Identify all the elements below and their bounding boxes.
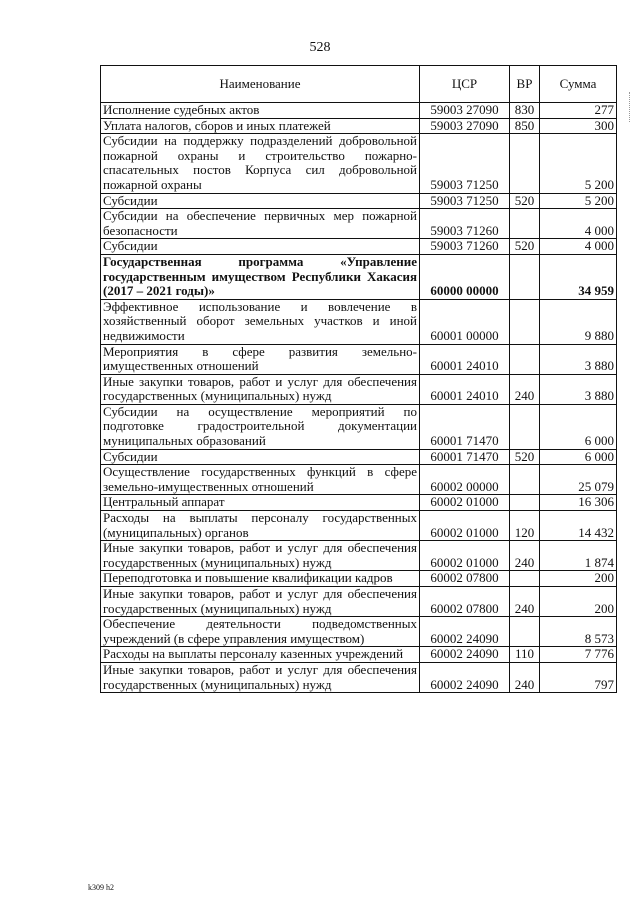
cell-sum: 6 000 xyxy=(540,449,617,465)
budget-table xyxy=(100,65,617,693)
cell-csr: 60002 01000 xyxy=(420,541,510,571)
table-row xyxy=(101,662,617,692)
cell-name: Иные закупки товаров, работ и услуг для обеспечения государственных (муниципальных) нужд xyxy=(101,587,420,617)
cell-name: Государственная программа «Управление государственным имуществом Республики Хакасия (2017 – 2021 годы)» xyxy=(101,254,420,299)
header-sum: Сумма xyxy=(540,66,617,103)
cell-csr: 60002 07800 xyxy=(420,571,510,587)
cell-csr: 59003 71260 xyxy=(420,239,510,255)
cell-csr: 60002 24090 xyxy=(420,647,510,663)
table-row xyxy=(101,617,617,647)
cell-sum: 4 000 xyxy=(540,239,617,255)
cell-vr: 850 xyxy=(510,118,540,134)
table-row xyxy=(101,134,617,193)
cell-csr: 60002 00000 xyxy=(420,465,510,495)
cell-name: Субсидии на осуществление мероприятий по подготовке градостроительной документации муниципальных образований xyxy=(101,404,420,449)
table-row xyxy=(101,209,617,239)
cell-name: Расходы на выплаты персоналу казенных учреждений xyxy=(101,647,420,663)
cell-name: Исполнение судебных актов xyxy=(101,103,420,119)
table-row xyxy=(101,647,617,663)
cell-sum: 797 xyxy=(540,662,617,692)
cell-name: Осуществление государственных функций в сфере земельно-имущественных отношений xyxy=(101,465,420,495)
cell-name: Субсидии на поддержку подразделений добровольной пожарной охраны и строительство пожарно-спасательных постов Корпуса сил добровольной пожарной охраны xyxy=(101,134,420,193)
cell-vr: 120 xyxy=(510,511,540,541)
cell-vr: 520 xyxy=(510,239,540,255)
cell-csr: 60001 71470 xyxy=(420,449,510,465)
cell-name: Мероприятия в сфере развития земельно-имущественных отношений xyxy=(101,344,420,374)
cell-name: Субсидии на обеспечение первичных мер пожарной безопасности xyxy=(101,209,420,239)
cell-sum: 9 880 xyxy=(540,299,617,344)
cell-sum: 200 xyxy=(540,587,617,617)
cell-sum: 3 880 xyxy=(540,344,617,374)
cell-name: Центральный аппарат xyxy=(101,495,420,511)
cell-csr: 59003 27090 xyxy=(420,103,510,119)
header-csr: ЦСР xyxy=(420,66,510,103)
cell-vr: 240 xyxy=(510,587,540,617)
footer-code: k309 h2 xyxy=(88,883,114,892)
cell-csr: 60002 24090 xyxy=(420,617,510,647)
cell-sum: 277 xyxy=(540,103,617,119)
table-body xyxy=(101,103,617,693)
cell-sum: 300 xyxy=(540,118,617,134)
cell-name: Расходы на выплаты персоналу государственных (муниципальных) органов xyxy=(101,511,420,541)
cell-sum: 16 306 xyxy=(540,495,617,511)
cell-csr: 60002 01000 xyxy=(420,495,510,511)
cell-csr: 59003 71260 xyxy=(420,209,510,239)
page-number: 528 xyxy=(309,40,331,55)
table-row xyxy=(101,495,617,511)
cell-csr: 60002 07800 xyxy=(420,587,510,617)
cell-name: Субсидии xyxy=(101,193,420,209)
cell-name: Переподготовка и повышение квалификации кадров xyxy=(101,571,420,587)
cell-vr: 520 xyxy=(510,449,540,465)
table-row xyxy=(101,374,617,404)
cell-sum: 200 xyxy=(540,571,617,587)
header-name: Наименование xyxy=(101,66,420,103)
cell-vr xyxy=(510,299,540,344)
cell-sum: 14 432 xyxy=(540,511,617,541)
cell-csr: 60001 00000 xyxy=(420,299,510,344)
cell-sum: 7 776 xyxy=(540,647,617,663)
cell-vr xyxy=(510,254,540,299)
cell-name: Уплата налогов, сборов и иных платежей xyxy=(101,118,420,134)
cell-vr xyxy=(510,344,540,374)
table-row xyxy=(101,511,617,541)
cell-sum: 25 079 xyxy=(540,465,617,495)
cell-csr: 60002 24090 xyxy=(420,662,510,692)
cell-sum: 3 880 xyxy=(540,374,617,404)
cell-sum: 6 000 xyxy=(540,404,617,449)
cell-name: Субсидии xyxy=(101,449,420,465)
table-row xyxy=(101,193,617,209)
table-row xyxy=(101,541,617,571)
table-row xyxy=(101,449,617,465)
cell-name: Иные закупки товаров, работ и услуг для обеспечения государственных (муниципальных) нужд xyxy=(101,541,420,571)
margin-mark xyxy=(629,92,631,122)
cell-vr xyxy=(510,134,540,193)
cell-csr: 60001 24010 xyxy=(420,374,510,404)
cell-name: Субсидии xyxy=(101,239,420,255)
cell-csr: 60001 24010 xyxy=(420,344,510,374)
cell-sum: 1 874 xyxy=(540,541,617,571)
cell-csr: 59003 27090 xyxy=(420,118,510,134)
table-row xyxy=(101,118,617,134)
cell-name: Обеспечение деятельности подведомственных учреждений (в сфере управления имуществом) xyxy=(101,617,420,647)
cell-sum: 4 000 xyxy=(540,209,617,239)
cell-name: Эффективное использование и вовлечение в хозяйственный оборот земельных участков и иной недвижимости xyxy=(101,299,420,344)
cell-sum: 8 573 xyxy=(540,617,617,647)
cell-csr: 59003 71250 xyxy=(420,134,510,193)
cell-sum: 5 200 xyxy=(540,193,617,209)
cell-csr: 60000 00000 xyxy=(420,254,510,299)
header-vr: ВР xyxy=(510,66,540,103)
table-row xyxy=(101,571,617,587)
cell-vr: 240 xyxy=(510,374,540,404)
cell-vr: 520 xyxy=(510,193,540,209)
cell-vr xyxy=(510,617,540,647)
cell-vr: 830 xyxy=(510,103,540,119)
cell-sum: 5 200 xyxy=(540,134,617,193)
table-row xyxy=(101,587,617,617)
cell-csr: 60002 01000 xyxy=(420,511,510,541)
table-row xyxy=(101,404,617,449)
cell-name: Иные закупки товаров, работ и услуг для обеспечения государственных (муниципальных) нужд xyxy=(101,374,420,404)
cell-vr xyxy=(510,404,540,449)
cell-csr: 60001 71470 xyxy=(420,404,510,449)
table-row xyxy=(101,239,617,255)
cell-csr: 59003 71250 xyxy=(420,193,510,209)
cell-vr: 240 xyxy=(510,541,540,571)
cell-vr xyxy=(510,495,540,511)
cell-vr xyxy=(510,571,540,587)
table-row xyxy=(101,465,617,495)
cell-vr xyxy=(510,465,540,495)
table-row-program xyxy=(101,254,617,299)
cell-vr: 110 xyxy=(510,647,540,663)
table-row xyxy=(101,344,617,374)
cell-sum: 34 959 xyxy=(540,254,617,299)
table-row xyxy=(101,103,617,119)
cell-name: Иные закупки товаров, работ и услуг для обеспечения государственных (муниципальных) нужд xyxy=(101,662,420,692)
cell-vr: 240 xyxy=(510,662,540,692)
cell-vr xyxy=(510,209,540,239)
table-row xyxy=(101,299,617,344)
table-header-row xyxy=(101,66,617,103)
